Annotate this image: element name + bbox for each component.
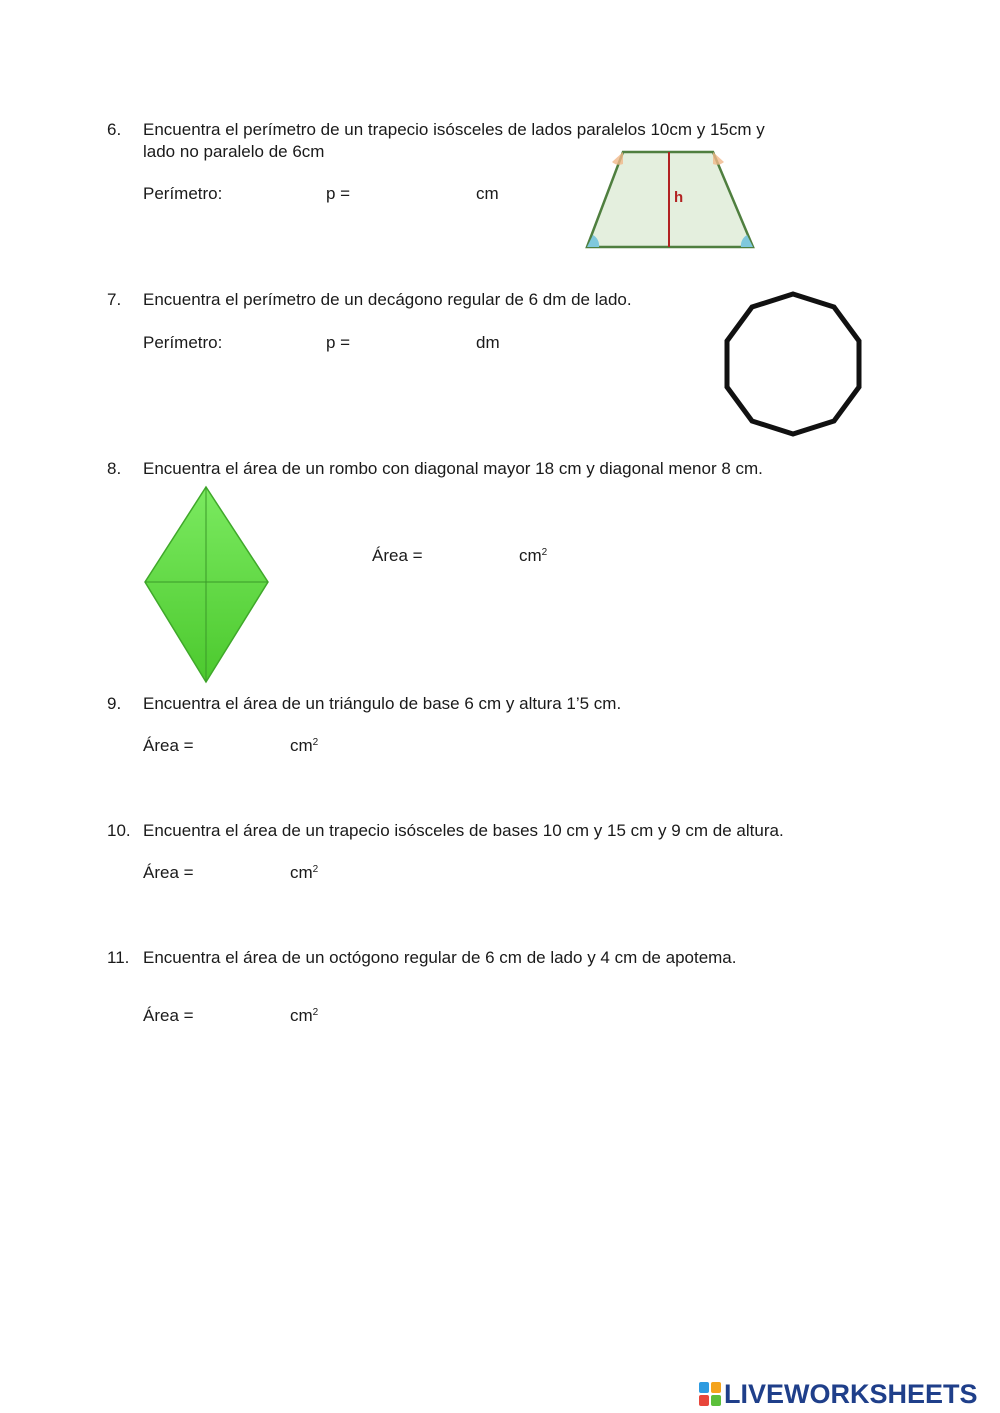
question-11-answer-label: Área = <box>143 1006 194 1025</box>
question-8-unit-base: cm <box>519 546 542 565</box>
question-10-text: Encuentra el área de un trapecio isósceles de bases 10 cm y 15 cm y 9 cm de altura. <box>143 821 784 840</box>
liveworksheets-logo-text: LIVEWORKSHEETS <box>724 1378 978 1409</box>
trapezoid-figure <box>585 148 757 252</box>
question-10-unit-exponent: 2 <box>312 864 319 875</box>
question-7-answer-label: Perímetro: <box>143 333 223 352</box>
question-10-answer-label: Área = <box>143 863 194 882</box>
decagon-figure <box>718 288 868 440</box>
question-9-unit-exponent: 2 <box>312 737 319 748</box>
question-6-unit: cm <box>476 184 499 203</box>
question-7-unit: dm <box>476 333 500 352</box>
question-9-unit-base: cm <box>290 736 313 755</box>
question-11-text: Encuentra el área de un octógono regular de 6 cm de lado y 4 cm de apotema. <box>143 948 737 967</box>
decagon-shape <box>727 294 859 434</box>
question-11-number: 11. <box>107 948 130 967</box>
question-10-unit-base: cm <box>290 863 313 882</box>
question-7-text: Encuentra el perímetro de un decágono regular de 6 dm de lado. <box>143 290 632 309</box>
question-10-unit <box>290 863 318 883</box>
question-9-answer-label: Área = <box>143 736 194 755</box>
question-6-text-line2: lado no paralelo de 6cm <box>143 142 325 161</box>
question-11-unit-base: cm <box>290 1006 313 1025</box>
question-9-text: Encuentra el área de un triángulo de base 6 cm y altura 1’5 cm. <box>143 694 622 713</box>
question-6-answer-label: Perímetro: <box>143 184 223 203</box>
question-6-number: 6. <box>107 120 122 139</box>
rhombus-figure <box>143 485 271 685</box>
liveworksheets-logo <box>698 1378 978 1410</box>
trapezoid-height-label: h <box>674 189 684 206</box>
question-11-unit-exponent: 2 <box>312 1007 319 1018</box>
question-7-answer-var: p = <box>326 333 351 352</box>
question-6-text-line1: Encuentra el perímetro de un trapecio isósceles de lados paralelos 10cm y 15cm y <box>143 120 765 139</box>
trapezoid-angle-top-left <box>612 152 623 165</box>
question-8-text: Encuentra el área de un rombo con diagonal mayor 18 cm y diagonal menor 8 cm. <box>143 459 763 478</box>
trapezoid-angle-top-right <box>713 152 724 165</box>
question-9-unit <box>290 736 318 756</box>
liveworksheets-logo-icon <box>698 1381 722 1407</box>
question-8-number: 8. <box>107 459 122 478</box>
question-6-answer-var: p = <box>326 184 351 203</box>
question-8-unit-exponent: 2 <box>541 547 548 558</box>
question-10-number: 10. <box>107 821 131 840</box>
question-7-number: 7. <box>107 290 122 309</box>
question-9-number: 9. <box>107 694 122 713</box>
question-8-answer-label: Área = <box>372 546 423 565</box>
question-11-unit <box>290 1006 318 1026</box>
question-8-unit <box>519 546 547 566</box>
